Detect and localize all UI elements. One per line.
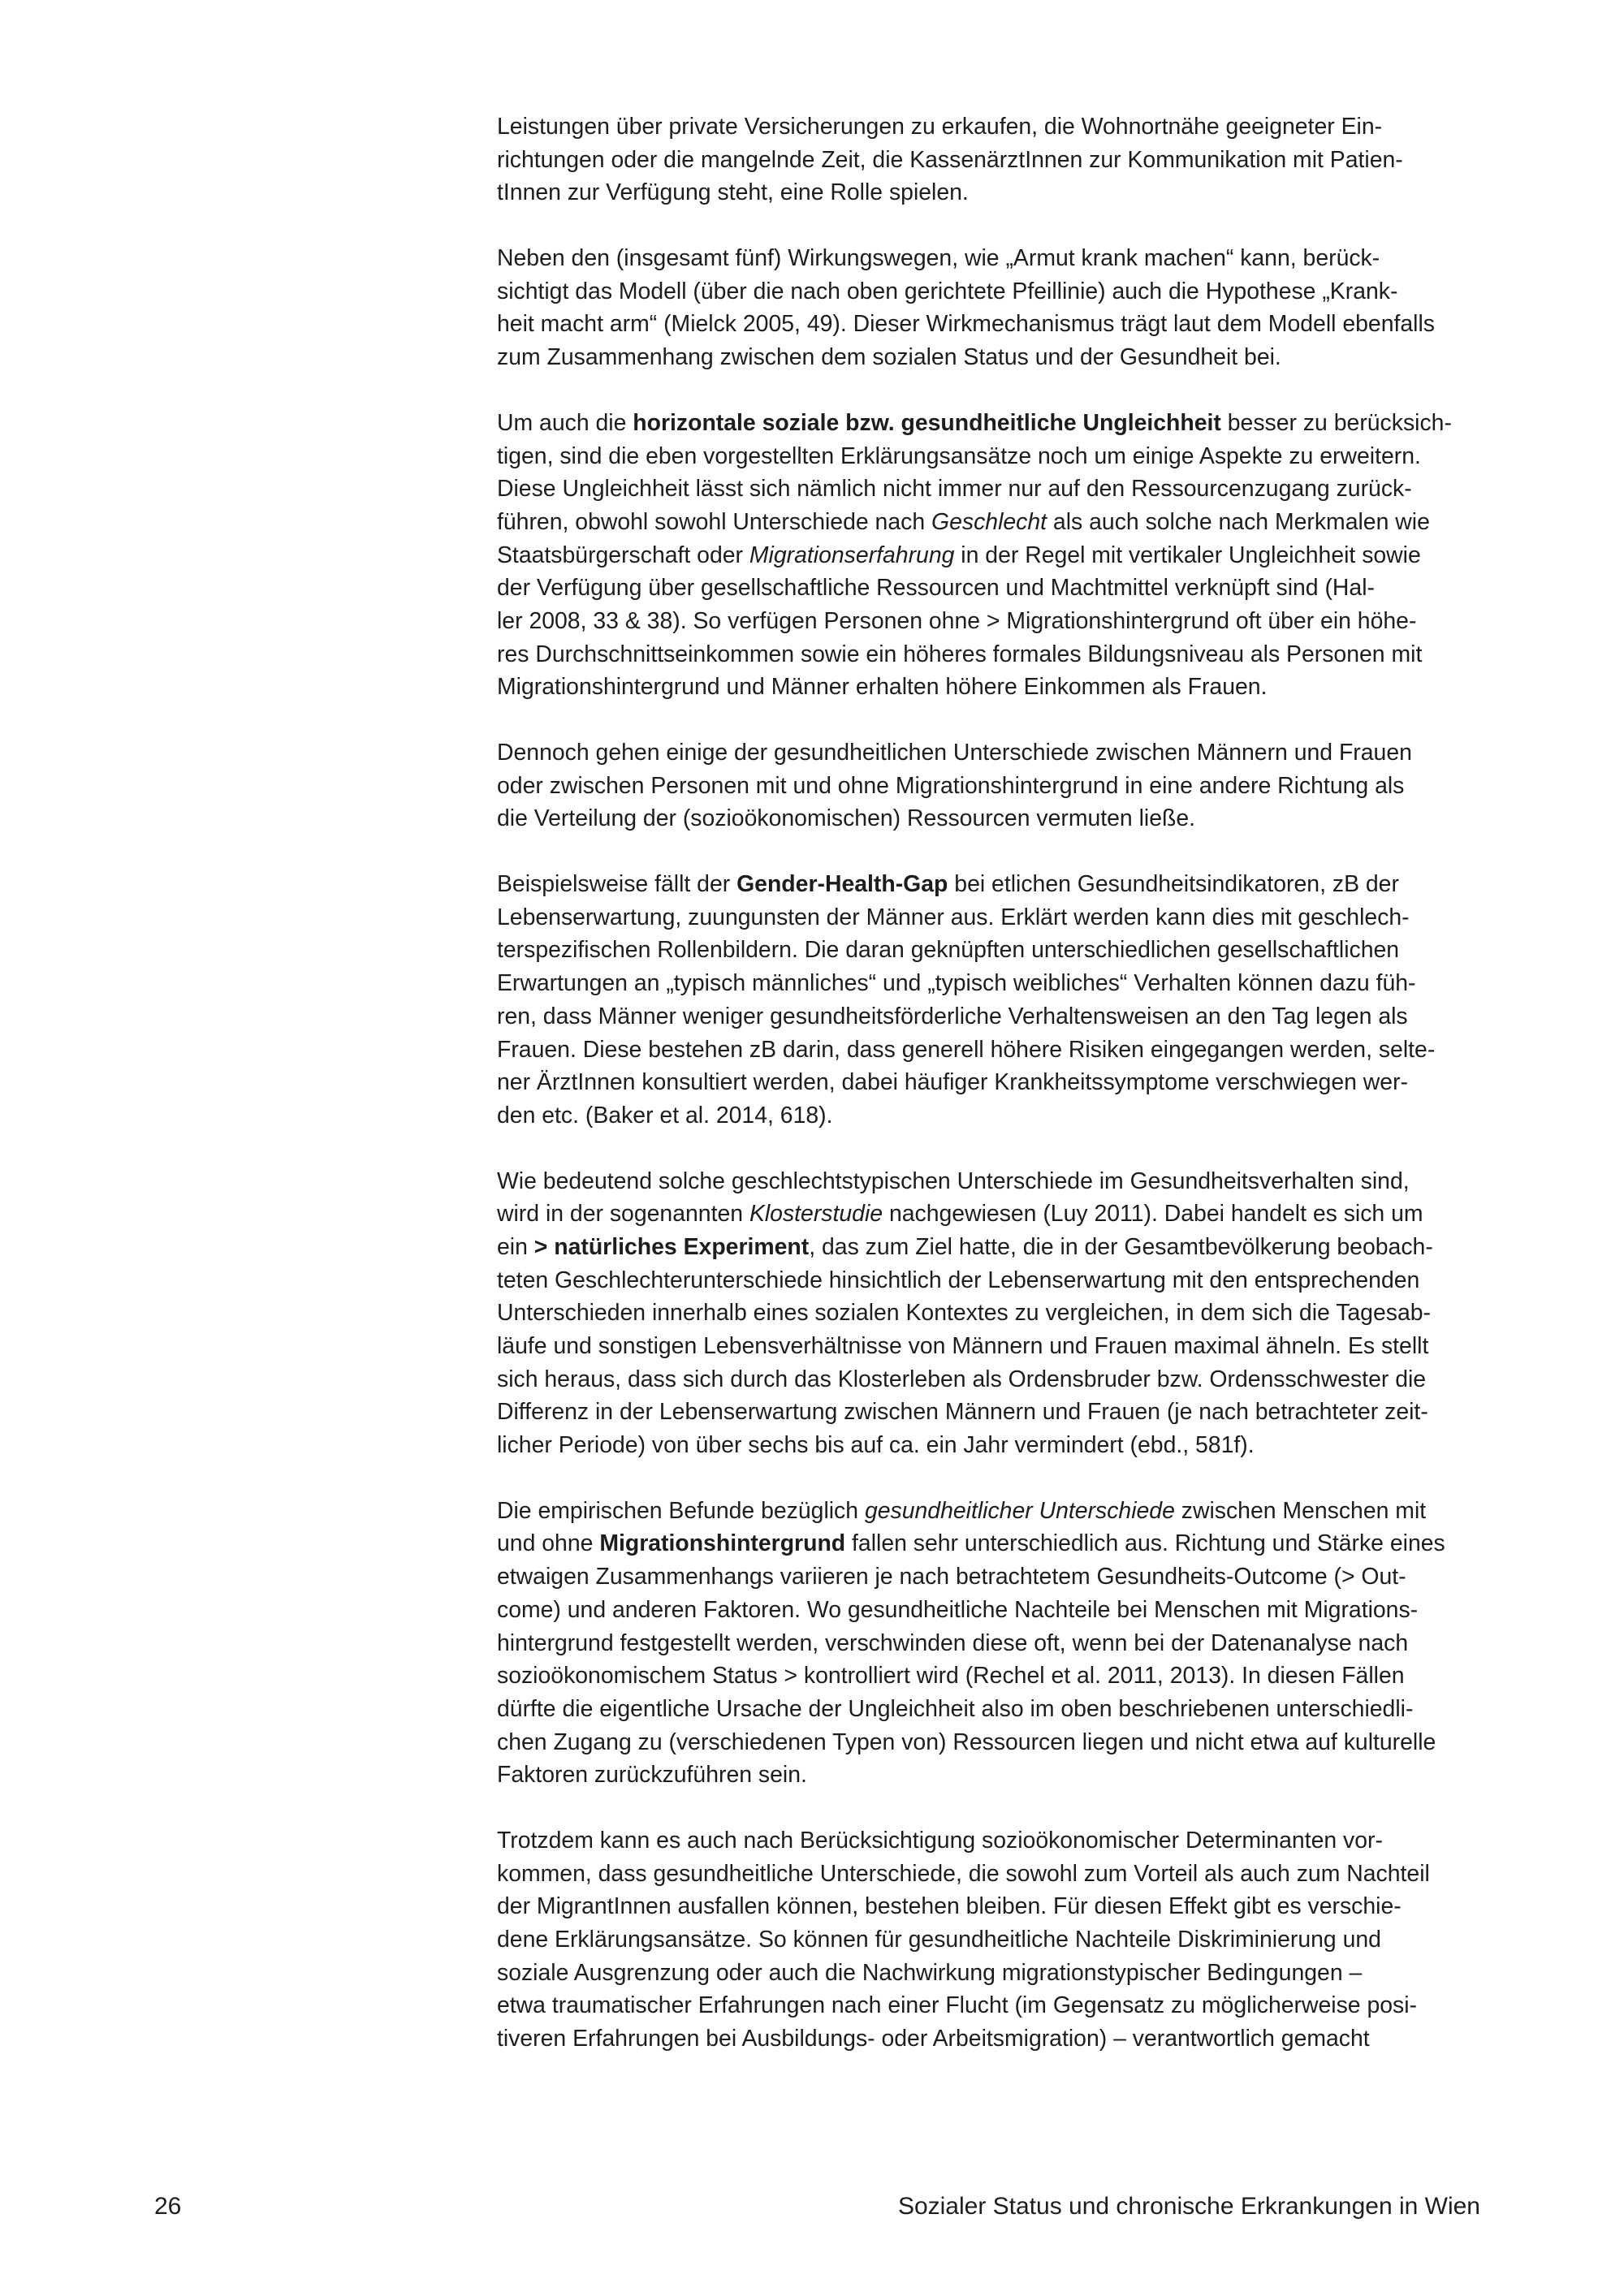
- text-line: [497, 506, 1481, 539]
- running-footer-title: Sozialer Status und chronische Erkrankungen in Wien: [897, 2193, 1480, 2220]
- text-line: [497, 1594, 1481, 1627]
- text-segment: Unterschieden innerhalb eines sozialen Kontextes zu vergleichen, in dem sich die Tagesab-: [497, 1300, 1431, 1327]
- text-line: [497, 440, 1481, 473]
- paragraph: [497, 110, 1481, 209]
- text-segment: res Durchschnittseinkommen sowie ein höheres formales Bildungsniveau als Personen mit: [497, 641, 1423, 667]
- text-line: [497, 1297, 1481, 1330]
- text-line: [497, 934, 1481, 967]
- italic-text: gesundheitlicher Unterschiede: [864, 1497, 1175, 1524]
- text-segment: Neben den (insgesamt fünf) Wirkungswegen, wie „Armut krank machen“ kann, berück-: [497, 245, 1380, 272]
- text-segment: zwischen Menschen mit: [1174, 1497, 1427, 1524]
- text-line: [497, 1165, 1481, 1198]
- paragraph: [497, 868, 1481, 1133]
- text-segment: besser zu berücksich-: [1220, 409, 1452, 436]
- text-segment: Beispielsweise fällt der: [497, 871, 737, 898]
- text-line: [497, 671, 1481, 704]
- text-segment: kommen, dass gesundheitliche Unterschiede, die sowohl zum Vorteil als auch zum Nachteil: [497, 1860, 1430, 1887]
- text-line: [497, 770, 1481, 803]
- text-segment: sichtigt das Modell (über die nach oben gerichtete Pfeillinie) auch die Hypothese „Krank-: [497, 278, 1398, 304]
- bold-text: Gender-Health-Gap: [736, 871, 948, 898]
- text-segment: , das zum Ziel hatte, die in der Gesamtbevölkerung beobach-: [809, 1233, 1433, 1260]
- text-segment: ein: [497, 1233, 534, 1260]
- text-segment: und ohne: [497, 1530, 600, 1557]
- paragraph: [497, 1824, 1481, 2056]
- text-line: [497, 1264, 1481, 1297]
- text-segment: licher Periode) von über sechs bis auf ca. ein Jahr vermindert (ebd., 581f).: [497, 1432, 1255, 1459]
- text-line: [497, 868, 1481, 901]
- text-segment: Staatsbürgerschaft oder: [497, 542, 749, 568]
- text-line: [497, 1066, 1481, 1099]
- text-line: [497, 539, 1481, 572]
- text-segment: wird in der sogenannten: [497, 1201, 749, 1228]
- paragraph: [497, 1495, 1481, 1792]
- page-number: 26: [154, 2193, 182, 2220]
- bold-text: > natürliches Experiment: [533, 1233, 810, 1260]
- body-text: [497, 110, 1481, 2056]
- text-line: [497, 1099, 1481, 1133]
- text-segment: der MigrantInnen ausfallen können, bestehen bleiben. Für diesen Effekt gibt es verschie-: [497, 1893, 1402, 1920]
- text-line: [497, 1429, 1481, 1462]
- text-segment: ner ÄrztInnen konsultiert werden, dabei häufiger Krankheitssymptome verschwiegen wer-: [497, 1069, 1408, 1096]
- text-segment: ren, dass Männer weniger gesundheitsförderliche Verhaltensweisen an den Tag legen als: [497, 1003, 1408, 1029]
- text-segment: dürfte die eigentliche Ursache der Ungleichheit also im oben beschriebenen unterschiedli-: [497, 1695, 1414, 1722]
- text-line: [497, 144, 1481, 177]
- text-segment: fallen sehr unterschiedlich aus. Richtung und Stärke eines: [845, 1530, 1445, 1557]
- text-segment: dene Erklärungsansätze. So können für gesundheitliche Nachteile Diskriminierung und: [497, 1927, 1381, 1953]
- text-segment: Migrationshintergrund und Männer erhalten höhere Einkommen als Frauen.: [497, 674, 1268, 701]
- text-line: [497, 1034, 1481, 1067]
- text-segment: richtungen oder die mangelnde Zeit, die KassenärztInnen zur Kommunikation mit Patien-: [497, 146, 1403, 173]
- text-segment: terspezifischen Rollenbildern. Die daran geknüpften unterschiedlichen gesellschaftlichen: [497, 937, 1400, 964]
- bold-text: Migrationshintergrund: [599, 1530, 846, 1557]
- text-line: [497, 2022, 1481, 2056]
- text-segment: läufe und sonstigen Lebensverhältnisse von Männern und Frauen maximal ähneln. Es stellt: [497, 1333, 1429, 1359]
- text-line: [497, 1759, 1481, 1792]
- text-segment: Wie bedeutend solche geschlechtstypischen Unterschiede im Gesundheitsverhalten sind,: [497, 1167, 1410, 1194]
- text-line: [497, 407, 1481, 440]
- text-segment: in der Regel mit vertikaler Ungleichheit sowie: [954, 542, 1421, 568]
- text-segment: als auch solche nach Merkmalen wie: [1047, 508, 1430, 535]
- text-line: [497, 1726, 1481, 1759]
- text-line: [497, 1890, 1481, 1923]
- text-line: [497, 341, 1481, 374]
- text-segment: come) und anderen Faktoren. Wo gesundheitliche Nachteile bei Menschen mit Migrations-: [497, 1596, 1419, 1623]
- text-segment: Die empirischen Befunde bezüglich: [497, 1497, 865, 1524]
- text-line: [497, 1989, 1481, 2022]
- text-segment: tiveren Erfahrungen bei Ausbildungs- oder Arbeitsmigration) – verantwortlich gemacht: [497, 2026, 1370, 2052]
- text-segment: Leistungen über private Versicherungen zu erkaufen, die Wohnortnähe geeigneter Ein-: [497, 114, 1383, 140]
- text-segment: der Verfügung über gesellschaftliche Ressourcen und Machtmittel verknüpft sind (Hal-: [497, 575, 1375, 602]
- text-segment: Lebenserwartung, zuungunsten der Männer aus. Erklärt werden kann dies mit geschlech-: [497, 904, 1410, 930]
- text-segment: Dennoch gehen einige der gesundheitlichen Unterschiede zwischen Männern und Frauen: [497, 740, 1412, 766]
- text-line: [497, 176, 1481, 209]
- text-segment: chen Zugang zu (verschiedenen Typen von) Ressourcen liegen und nicht etwa auf kulturelle: [497, 1728, 1436, 1755]
- text-line: [497, 1858, 1481, 1891]
- text-segment: tInnen zur Verfügung steht, eine Rolle spielen.: [497, 179, 969, 206]
- text-line: [497, 1693, 1481, 1726]
- paragraph: [497, 407, 1481, 704]
- italic-text: Klosterstudie: [749, 1201, 883, 1228]
- text-segment: die Verteilung der (sozioökonomischen) Ressourcen vermuten ließe.: [497, 805, 1196, 832]
- text-segment: tigen, sind die eben vorgestellten Erklärungsansätze noch um einige Aspekte zu erweitern.: [497, 442, 1421, 469]
- text-line: [497, 638, 1481, 671]
- text-segment: heit macht arm“ (Mielck 2005, 49). Dieser Wirkmechanismus trägt laut dem Modell ebenfalls: [497, 311, 1435, 338]
- text-line: [497, 1330, 1481, 1363]
- text-segment: bei etlichen Gesundheitsindikatoren, zB der: [948, 871, 1399, 898]
- text-segment: sich heraus, dass sich durch das Klosterleben als Ordensbruder bzw. Ordensschwester die: [497, 1366, 1427, 1392]
- text-segment: Diese Ungleichheit lässt sich nämlich nicht immer nur auf den Ressourcenzugang zurück-: [497, 476, 1412, 503]
- text-line: [497, 1231, 1481, 1264]
- text-segment: hintergrund festgestellt werden, verschwinden diese oft, wenn bei der Datenanalyse nach: [497, 1629, 1409, 1656]
- text-line: [497, 1495, 1481, 1528]
- paragraph: [497, 1165, 1481, 1462]
- text-line: [497, 901, 1481, 934]
- text-line: [497, 1198, 1481, 1231]
- text-segment: den etc. (Baker et al. 2014, 618).: [497, 1102, 833, 1129]
- text-line: [497, 1396, 1481, 1429]
- text-segment: zum Zusammenhang zwischen dem sozialen Status und der Gesundheit bei.: [497, 344, 1281, 371]
- text-line: [497, 473, 1481, 506]
- text-segment: Erwartungen an „typisch männliches“ und „typisch weibliches“ Verhalten können dazu füh-: [497, 970, 1416, 997]
- text-segment: nachgewiesen (Luy 2011). Dabei handelt es sich um: [883, 1201, 1423, 1228]
- text-segment: Um auch die: [497, 409, 633, 436]
- text-segment: soziale Ausgrenzung oder auch die Nachwirkung migrationstypischer Bedingungen –: [497, 1959, 1363, 1986]
- text-line: [497, 1659, 1481, 1693]
- text-line: [497, 967, 1481, 1000]
- text-line: [497, 1957, 1481, 1990]
- text-line: [497, 1560, 1481, 1594]
- bold-text: horizontale soziale bzw. gesundheitliche Ungleichheit: [633, 409, 1221, 436]
- text-segment: Faktoren zurückzuführen sein.: [497, 1762, 807, 1789]
- text-line: [497, 110, 1481, 144]
- paragraph: [497, 736, 1481, 835]
- text-segment: sozioökonomischem Status > kontrolliert wird (Rechel et al. 2011, 2013). In diesen Fällen: [497, 1663, 1405, 1690]
- text-segment: etwaigen Zusammenhangs variieren je nach betrachtetem Gesundheits-Outcome (> Out-: [497, 1564, 1406, 1590]
- text-segment: ler 2008, 33 & 38). So verfügen Personen ohne > Migrationshintergrund oft über ein höhe-: [497, 607, 1417, 634]
- text-line: [497, 1923, 1481, 1957]
- text-line: [497, 1824, 1481, 1858]
- text-segment: Frauen. Diese bestehen zB darin, dass generell höhere Risiken eingegangen werden, selte-: [497, 1036, 1436, 1063]
- italic-text: Geschlecht: [931, 508, 1047, 535]
- text-line: [497, 736, 1481, 770]
- text-line: [497, 1627, 1481, 1660]
- text-segment: teten Geschlechterunterschiede hinsichtlich der Lebenserwartung mit den entsprechenden: [497, 1267, 1420, 1293]
- text-line: [497, 1527, 1481, 1560]
- text-line: [497, 308, 1481, 341]
- text-line: [497, 275, 1481, 309]
- text-line: [497, 605, 1481, 638]
- text-segment: etwa traumatischer Erfahrungen nach einer Flucht (im Gegensatz zu möglicherweise posi-: [497, 1992, 1417, 2019]
- text-segment: führen, obwohl sowohl Unterschiede nach: [497, 508, 932, 535]
- text-line: [497, 572, 1481, 605]
- italic-text: Migrationserfahrung: [749, 542, 955, 568]
- text-line: [497, 242, 1481, 275]
- paragraph: [497, 242, 1481, 374]
- text-segment: oder zwischen Personen mit und ohne Migrationshintergrund in eine andere Richtung als: [497, 772, 1405, 799]
- text-line: [497, 802, 1481, 835]
- text-line: [497, 1363, 1481, 1396]
- text-line: [497, 1000, 1481, 1034]
- text-segment: Differenz in der Lebenserwartung zwischen Männern und Frauen (je nach betrachteter zeit-: [497, 1399, 1428, 1426]
- text-segment: Trotzdem kann es auch nach Berücksichtigung sozioökonomischer Determinanten vor-: [497, 1827, 1383, 1854]
